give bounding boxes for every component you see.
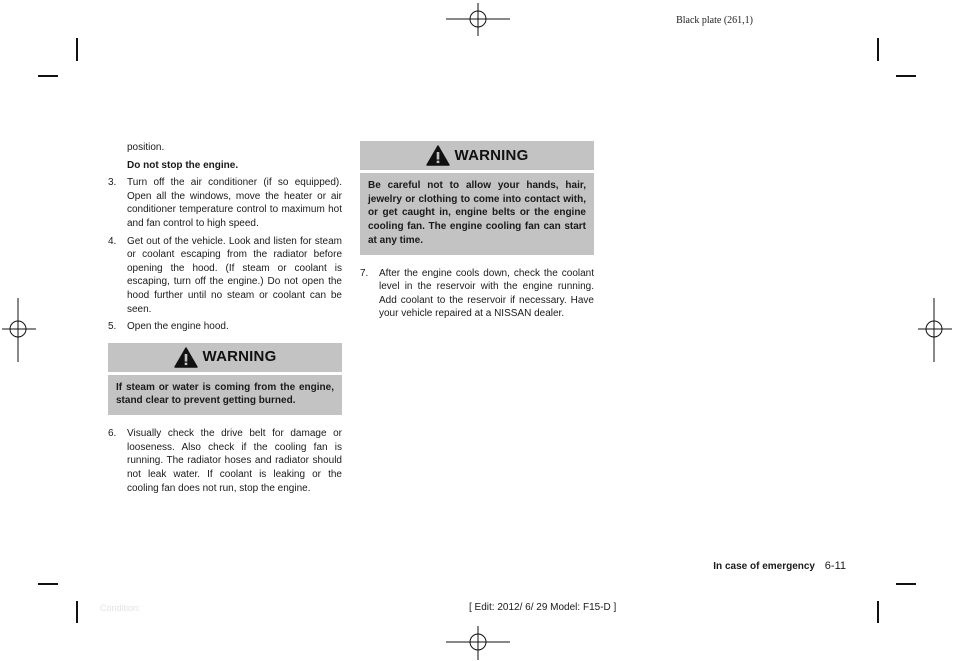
step-number: 6. [108, 428, 117, 440]
warning-box [108, 343, 342, 415]
left-column [108, 141, 342, 499]
crop-mark [38, 583, 58, 585]
continuation-text: position. [127, 142, 165, 153]
step-number: 4. [108, 235, 117, 247]
crop-mark [76, 601, 78, 623]
warning-box [360, 141, 594, 255]
registration-crosshair-icon [2, 298, 36, 362]
list-item [108, 427, 342, 495]
crop-mark [896, 75, 916, 77]
crop-mark [877, 38, 879, 61]
section-title: In case of emergency [713, 561, 815, 572]
registration-crosshair-icon [446, 626, 510, 660]
step-number: 7. [360, 267, 369, 279]
crop-mark [896, 583, 916, 585]
registration-crosshair-icon [446, 3, 510, 37]
bold-note: Do not stop the engine. [127, 159, 239, 171]
step-text: Turn off the air conditioner (if so equipped). Open all the windows, move the heater or air conditioner temperature control to maximum hot and fan control to high speed. [127, 177, 342, 229]
warning-text: If steam or water is coming from the engine, stand clear to prevent getting burned. [116, 381, 334, 407]
list-item [360, 267, 594, 321]
warning-header [108, 343, 342, 375]
warning-title: WARNING [454, 146, 529, 164]
crop-mark [877, 601, 879, 623]
list-item [108, 320, 342, 334]
warning-triangle-icon [426, 145, 450, 166]
warning-title: WARNING [202, 348, 277, 366]
registration-crosshair-icon [918, 298, 952, 362]
condition-label: Condition: [100, 603, 141, 613]
crop-mark [76, 38, 78, 61]
step-number: 3. [108, 177, 117, 189]
step-text: Visually check the drive belt for damage or looseness. Also check if the cooling fan is running. The radiator hoses and radiator should not leak water. If coolant is leaking or the cooling fan does not run, stop the engine. [127, 428, 342, 494]
plate-label: Black plate (261,1) [676, 15, 753, 26]
edit-info: [ Edit: 2012/ 6/ 29 Model: F15-D ] [469, 602, 617, 613]
step-text: Get out of the vehicle. Look and listen for steam or coolant escaping from the radiator before opening the hood. (If steam or coolant is escaping, turn off the engine.) Do not open the hood further until no steam or coolant can be seen. [127, 235, 342, 315]
list-item [108, 176, 342, 230]
warning-text: Be careful not to allow your hands, hair, jewelry or clothing to come into contact with, or get caught in, engine belts or the engine cooling fan. The engine cooling fan can start at any time. [368, 180, 586, 246]
right-column [360, 141, 594, 325]
warning-triangle-icon [174, 347, 198, 368]
crop-mark [38, 75, 58, 77]
step-text: After the engine cools down, check the coolant level in the reservoir with the engine running. Add coolant to the reservoir if necessary. Have your vehicle repaired at a NISSAN dealer. [379, 267, 594, 320]
step-text: Open the engine hood. [127, 321, 229, 333]
step-number: 5. [108, 321, 117, 333]
list-item [108, 235, 342, 317]
page-number: 6-11 [824, 560, 846, 572]
warning-header [360, 141, 594, 173]
